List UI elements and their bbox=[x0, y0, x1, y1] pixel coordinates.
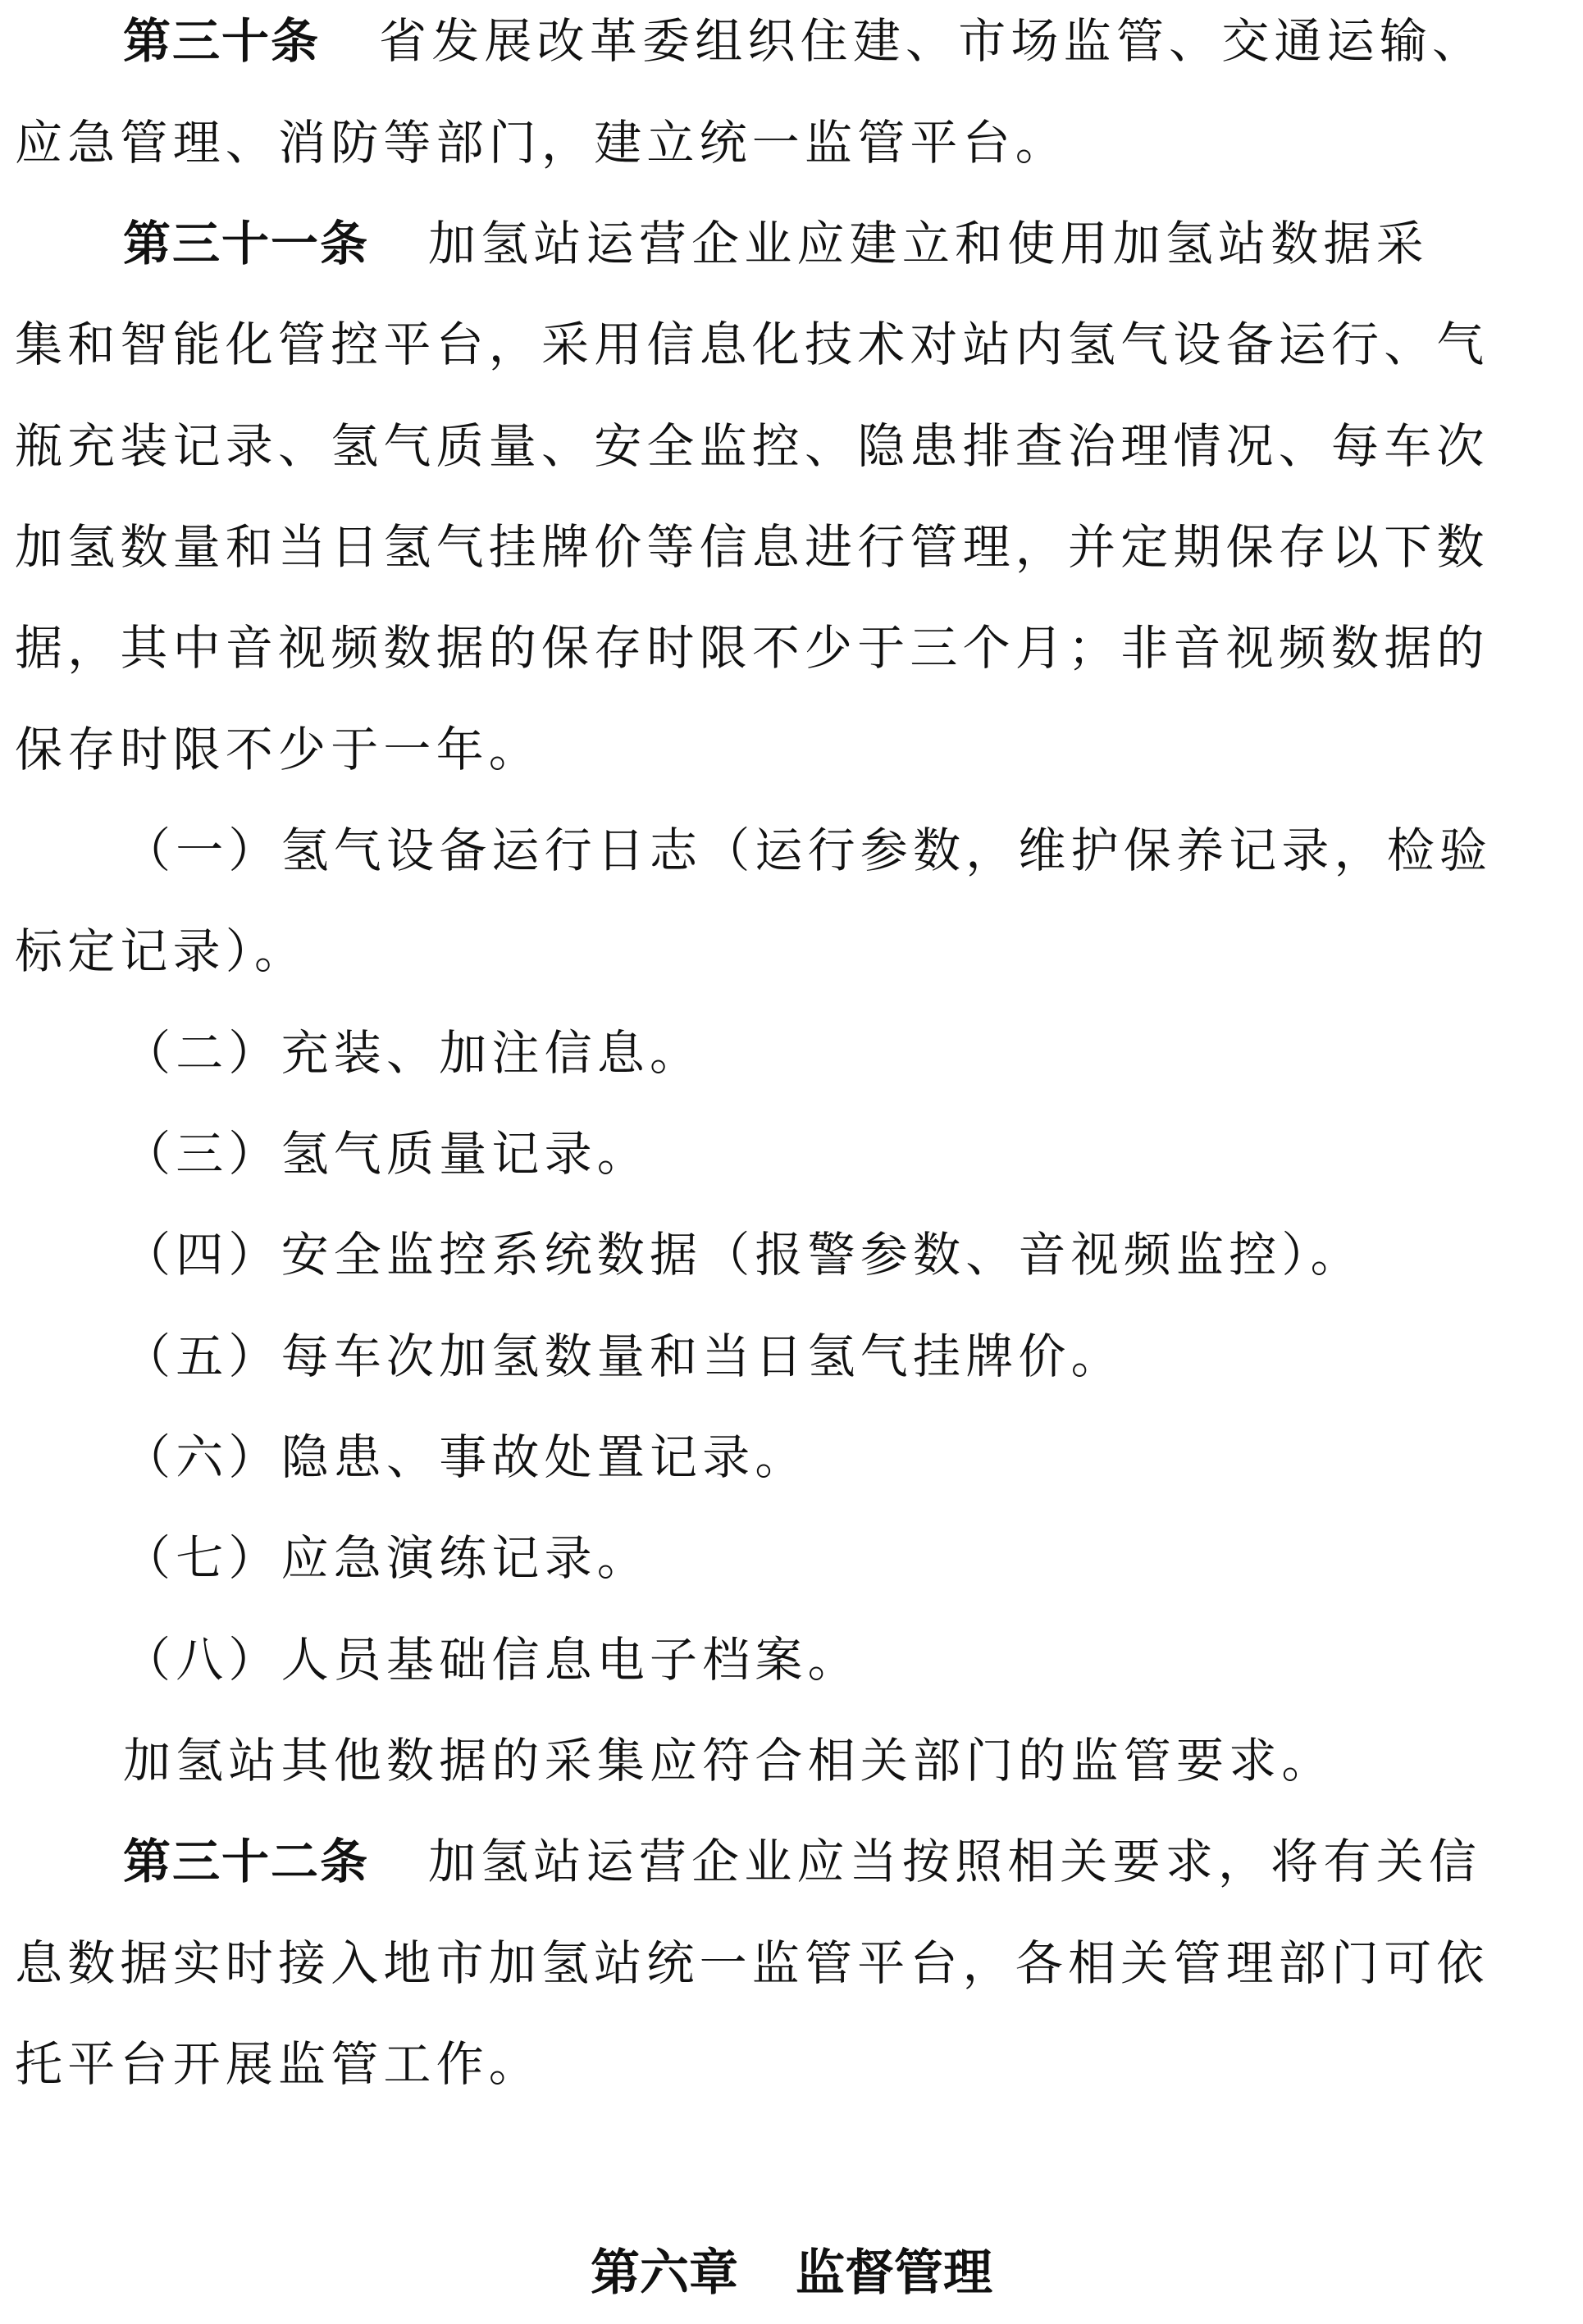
chapter-heading bbox=[0, 2222, 1583, 2324]
article-31-line-3: 瓶充装记录、氢气质量、安全监控、隐患排查治理情况、每车次 bbox=[15, 418, 1489, 474]
article-31-line-2: 集和智能化管控平台，采用信息化技术对站内氢气设备运行、气 bbox=[15, 317, 1489, 372]
article-32-label: 第三十二条 bbox=[123, 1834, 370, 1889]
list-item-7: （七）应急演练记录。 bbox=[123, 1530, 650, 1586]
article-31-line-4: 加氢数量和当日氢气挂牌价等信息进行管理，并定期保存以下数 bbox=[15, 519, 1489, 575]
article-31-label: 第三十一条 bbox=[123, 216, 370, 271]
article-31-line-1 bbox=[123, 193, 1583, 294]
chapter-title: 监督管理 bbox=[796, 2244, 992, 2302]
list-item-1: （一）氢气设备运行日志（运行参数，维护保养记录，检验 bbox=[123, 823, 1493, 878]
article-31-closing: 加氢站其他数据的采集应符合相关部门的监管要求。 bbox=[123, 1733, 1334, 1789]
list-item-1-continued: 标定记录）。 bbox=[15, 923, 308, 979]
article-30-line-2: 应急管理、消防等部门，建立统一监管平台。 bbox=[15, 115, 1069, 171]
article-32-line-1 bbox=[123, 1811, 1583, 1912]
chapter-number: 第六章 bbox=[591, 2244, 738, 2302]
article-32-line-3: 托平台开展监管工作。 bbox=[15, 2036, 542, 2092]
article-31-text-1: 加氢站运营企业应建立和使用加氢站数据采 bbox=[428, 216, 1429, 271]
article-32-text-1: 加氢站运营企业应当按照相关要求，将有关信 bbox=[428, 1834, 1482, 1889]
list-item-3: （三）氢气质量记录。 bbox=[123, 1126, 650, 1182]
list-item-6: （六）隐患、事故处置记录。 bbox=[123, 1429, 808, 1485]
list-item-8: （八）人员基础信息电子档案。 bbox=[123, 1632, 860, 1688]
list-item-4: （四）安全监控系统数据（报警参数、音视频监控）。 bbox=[123, 1227, 1363, 1283]
article-31-line-5: 据，其中音视频数据的保存时限不少于三个月；非音视频数据的 bbox=[15, 620, 1489, 676]
article-30-line-1 bbox=[123, 0, 1583, 92]
list-item-2: （二）充装、加注信息。 bbox=[123, 1025, 703, 1081]
article-30-text-1: 省发展改革委组织住建、市场监管、交通运输、 bbox=[379, 13, 1485, 69]
article-32-line-2: 息数据实时接入地市加氢站统一监管平台，各相关管理部门可依 bbox=[15, 1935, 1489, 1991]
article-30-label: 第三十条 bbox=[123, 13, 321, 69]
list-item-5: （五）每车次加氢数量和当日氢气挂牌价。 bbox=[123, 1328, 1124, 1384]
article-31-line-6: 保存时限不少于一年。 bbox=[15, 722, 542, 777]
